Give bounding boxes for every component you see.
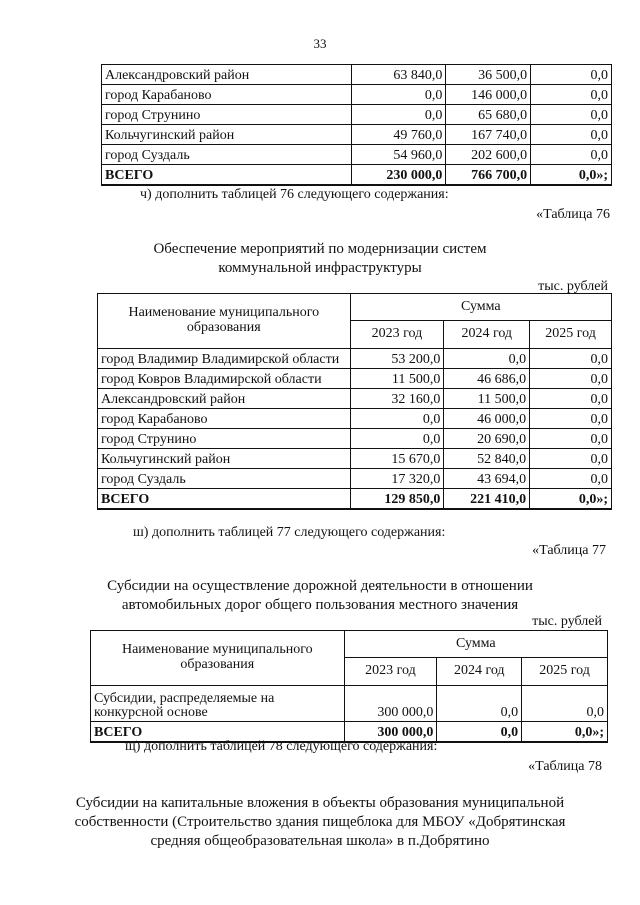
table-row bbox=[102, 125, 612, 145]
table-row bbox=[98, 429, 612, 449]
table-76 bbox=[97, 293, 612, 510]
title-table-77: Субсидии на осуществление дорожной деятельности в отношении автомобильных дорог общего пользования местного значения bbox=[107, 578, 533, 613]
total-label: ВСЕГО bbox=[98, 489, 351, 509]
amount-cell: 54 960,0 bbox=[351, 145, 446, 165]
header-sum: Сумма bbox=[350, 294, 611, 321]
amount-cell: 0,0 bbox=[531, 125, 612, 145]
total-amount: 0,0»; bbox=[530, 489, 612, 509]
total-amount: 230 000,0 bbox=[351, 165, 446, 185]
header-year-2023: 2023 год bbox=[350, 321, 444, 349]
amendment-sh: ш) дополнить таблицей 77 следующего содержания: bbox=[133, 525, 446, 540]
amount-cell: 0,0 bbox=[350, 429, 444, 449]
amount-cell: 52 840,0 bbox=[444, 449, 530, 469]
total-amount: 129 850,0 bbox=[350, 489, 444, 509]
table-row bbox=[102, 65, 612, 85]
amount-cell: 15 670,0 bbox=[350, 449, 444, 469]
total-amount: 300 000,0 bbox=[344, 722, 437, 742]
amount-cell: 0,0 bbox=[530, 389, 612, 409]
total-row bbox=[98, 489, 612, 509]
title-table-78: Субсидии на капитальные вложения в объекты образования муниципальной собственности (Строительство здания пищеблока для МБОУ «Добрятинская средняя общеобразовательная школа» в п.Добрятино bbox=[74, 795, 566, 849]
table-row bbox=[102, 85, 612, 105]
table-row bbox=[98, 349, 612, 369]
amount-cell: 0,0 bbox=[530, 369, 612, 389]
header-year-2023: 2023 год bbox=[344, 658, 437, 686]
table-row bbox=[98, 469, 612, 489]
table-label-77: «Таблица 77 bbox=[532, 543, 606, 558]
total-label: ВСЕГО bbox=[91, 722, 345, 742]
total-amount: 766 700,0 bbox=[446, 165, 531, 185]
amount-cell: 0,0 bbox=[437, 686, 522, 722]
amount-cell: 0,0 bbox=[444, 349, 530, 369]
total-amount: 0,0»; bbox=[531, 165, 612, 185]
header-year-2024: 2024 год bbox=[437, 658, 522, 686]
header-year-2025: 2025 год bbox=[522, 658, 608, 686]
amount-cell: 0,0 bbox=[530, 429, 612, 449]
amount-cell: 0,0 bbox=[531, 145, 612, 165]
title-table-76: Обеспечение мероприятий по модернизации систем коммунальной инфраструктуры bbox=[153, 241, 487, 276]
municipality-name: город Карабаново bbox=[98, 409, 351, 429]
table-row bbox=[91, 686, 608, 722]
amount-cell: 17 320,0 bbox=[350, 469, 444, 489]
amount-cell: 65 680,0 bbox=[446, 105, 531, 125]
amount-cell: 0,0 bbox=[531, 85, 612, 105]
table-label-78: «Таблица 78 bbox=[528, 759, 602, 774]
municipality-name: город Струнино bbox=[98, 429, 351, 449]
table-77 bbox=[90, 630, 608, 743]
header-name: Наименование муниципального образования bbox=[91, 631, 345, 686]
amount-cell: 0,0 bbox=[530, 469, 612, 489]
header-year-2025: 2025 год bbox=[530, 321, 612, 349]
amount-cell: 43 694,0 bbox=[444, 469, 530, 489]
amount-cell: 0,0 bbox=[531, 105, 612, 125]
amount-cell: 300 000,0 bbox=[344, 686, 437, 722]
amount-cell: 49 760,0 bbox=[351, 125, 446, 145]
total-row bbox=[102, 165, 612, 185]
municipality-name: город Суздаль bbox=[98, 469, 351, 489]
table-row bbox=[98, 449, 612, 469]
municipality-name: Кольчугинский район bbox=[98, 449, 351, 469]
amount-cell: 11 500,0 bbox=[350, 369, 444, 389]
amount-cell: 0,0 bbox=[530, 409, 612, 429]
municipality-name: Александровский район bbox=[98, 389, 351, 409]
header-sum: Сумма bbox=[344, 631, 607, 658]
amount-cell: 0,0 bbox=[530, 449, 612, 469]
amount-cell: 0,0 bbox=[350, 409, 444, 429]
page-number: 33 bbox=[313, 36, 327, 51]
total-amount: 0,0 bbox=[437, 722, 522, 742]
total-label: ВСЕГО bbox=[102, 165, 352, 185]
amount-cell: 53 200,0 bbox=[350, 349, 444, 369]
amount-cell: 0,0 bbox=[531, 65, 612, 85]
municipality-name: Александровский район bbox=[102, 65, 352, 85]
table-row bbox=[98, 369, 612, 389]
table-label-76: «Таблица 76 bbox=[536, 207, 610, 222]
amount-cell: 32 160,0 bbox=[350, 389, 444, 409]
total-amount: 221 410,0 bbox=[444, 489, 530, 509]
amount-cell: 11 500,0 bbox=[444, 389, 530, 409]
table-row bbox=[102, 145, 612, 165]
amount-cell: 146 000,0 bbox=[446, 85, 531, 105]
municipality-name: город Ковров Владимирской области bbox=[98, 369, 351, 389]
municipality-name: Кольчугинский район bbox=[102, 125, 352, 145]
amount-cell: 0,0 bbox=[351, 85, 446, 105]
amount-cell: 0,0 bbox=[530, 349, 612, 369]
table-continuation bbox=[101, 64, 612, 186]
amount-cell: 46 000,0 bbox=[444, 409, 530, 429]
municipality-name: город Струнино bbox=[102, 105, 352, 125]
amendment-shch: щ) дополнить таблицей 78 следующего содержания: bbox=[125, 739, 438, 754]
amount-cell: 63 840,0 bbox=[351, 65, 446, 85]
amendment-ch: ч) дополнить таблицей 76 следующего содержания: bbox=[140, 187, 449, 202]
table-row bbox=[98, 389, 612, 409]
municipality-name: город Владимир Владимирской области bbox=[98, 349, 351, 369]
amount-cell: 0,0 bbox=[351, 105, 446, 125]
municipality-name: город Суздаль bbox=[102, 145, 352, 165]
table-row bbox=[98, 409, 612, 429]
header-name: Наименование муниципального образования bbox=[98, 294, 351, 349]
municipality-name: Субсидии, распределяемые на конкурсной основе bbox=[91, 686, 345, 722]
municipality-name: город Карабаново bbox=[102, 85, 352, 105]
amount-cell: 46 686,0 bbox=[444, 369, 530, 389]
units-77: тыс. рублей bbox=[532, 614, 602, 629]
amount-cell: 36 500,0 bbox=[446, 65, 531, 85]
amount-cell: 0,0 bbox=[522, 686, 608, 722]
total-amount: 0,0»; bbox=[522, 722, 608, 742]
amount-cell: 20 690,0 bbox=[444, 429, 530, 449]
header-year-2024: 2024 год bbox=[444, 321, 530, 349]
amount-cell: 167 740,0 bbox=[446, 125, 531, 145]
table-row bbox=[102, 105, 612, 125]
units-76: тыс. рублей bbox=[538, 279, 608, 294]
amount-cell: 202 600,0 bbox=[446, 145, 531, 165]
